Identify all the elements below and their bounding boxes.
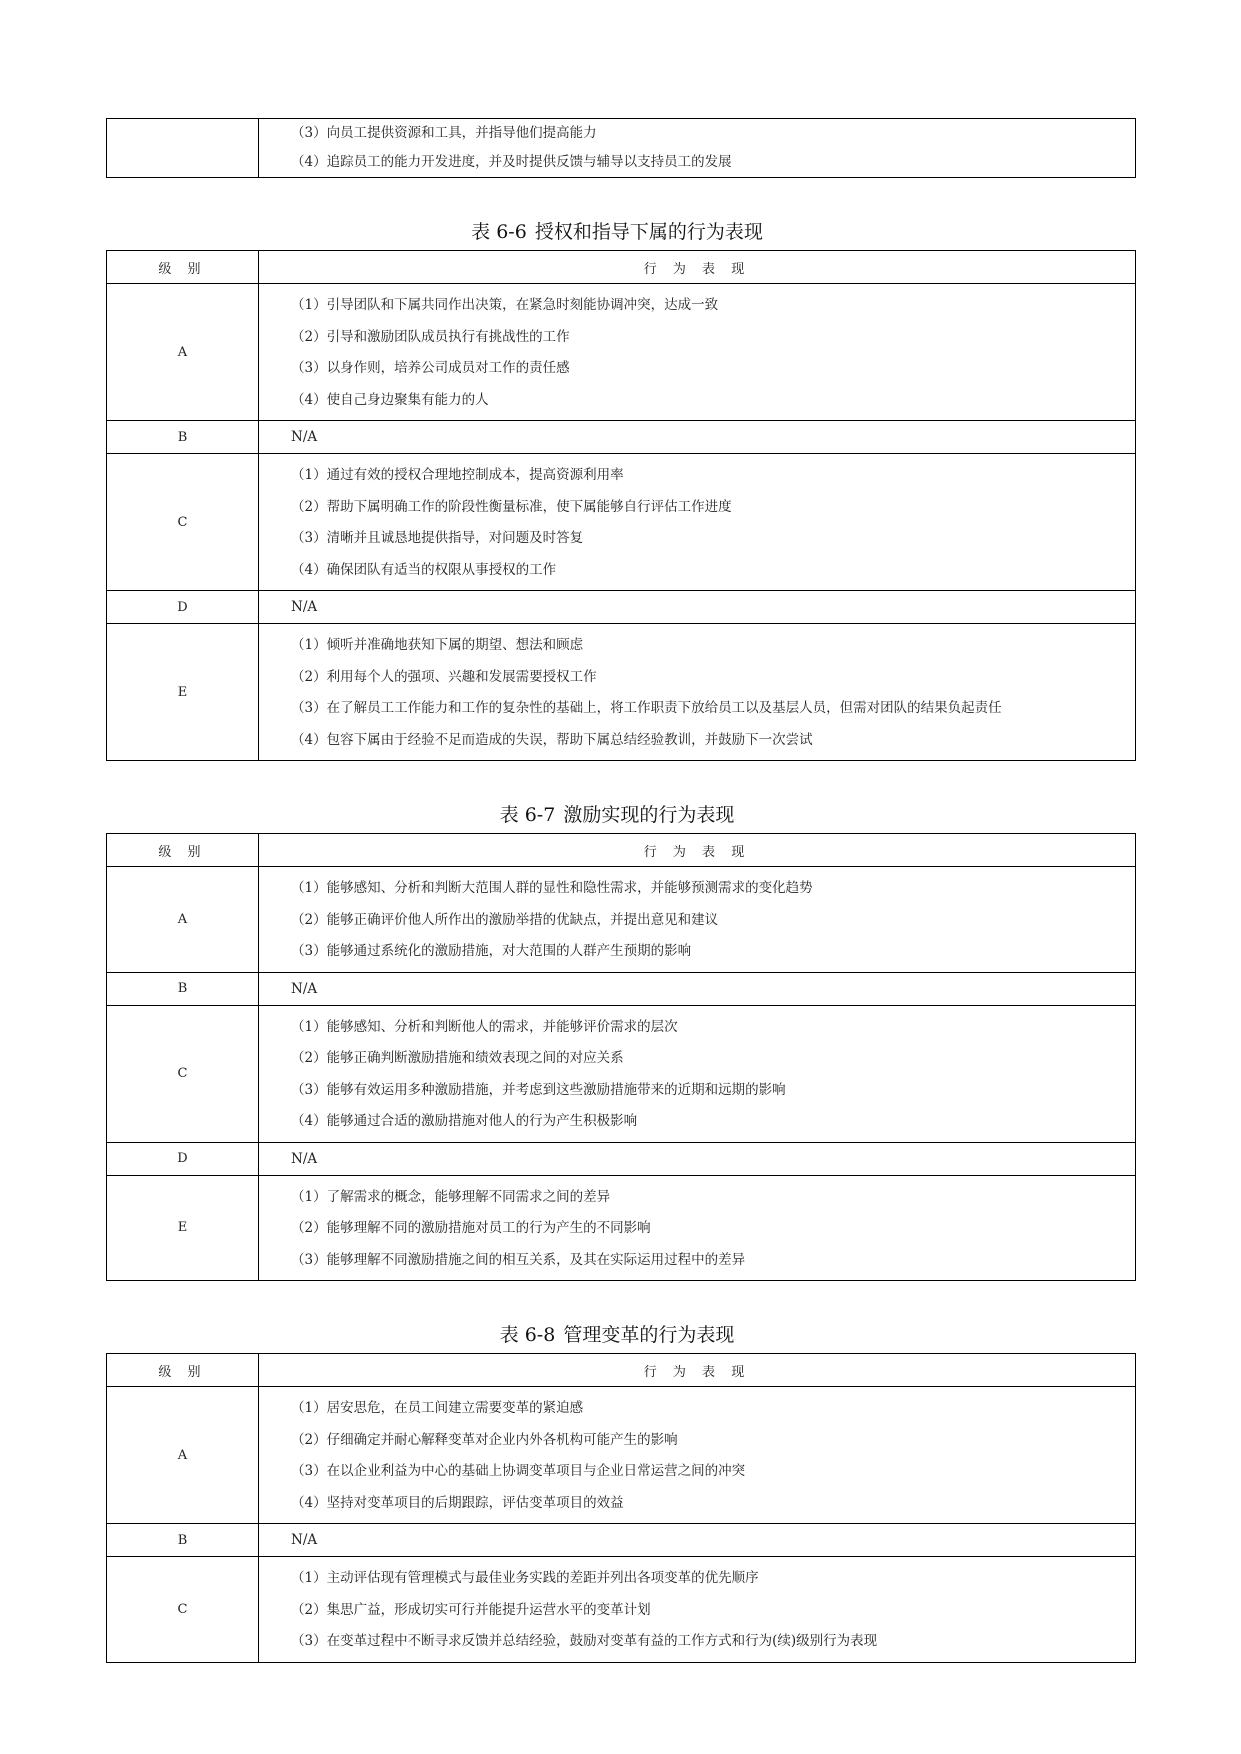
behavior-item: （3）在以企业利益为中心的基础上协调变革项目与企业日常运营之间的冲突 — [291, 1463, 746, 1479]
behavior-cell — [259, 1557, 1136, 1663]
caption-number: 表 6-7 — [499, 804, 556, 826]
behavior-item: （3）向员工提供资源和工具，并指导他们提高能力 — [291, 125, 597, 141]
behavior-item: （1）主动评估现有管理模式与最佳业务实践的差距并列出各项变革的优先顺序 — [291, 1570, 759, 1586]
level-cell — [107, 119, 259, 178]
behavior-item: （2）仔细确定并耐心解释变革对企业内外各机构可能产生的影响 — [291, 1431, 678, 1448]
behavior-item: （4）包容下属由于经验不足而造成的失误，帮助下属总结经验教训，并鼓励下一次尝试 — [291, 731, 813, 748]
behavior-item: （1）倾听并准确地获知下属的期望、想法和顾虑 — [291, 637, 584, 653]
behavior-item: （1）能够感知、分析和判断他人的需求，并能够评价需求的层次 — [291, 1018, 678, 1035]
behavior-cell — [259, 624, 1136, 761]
behavior-item: （1）引导团队和下属共同作出决策，在紧急时刻能协调冲突，达成一致 — [291, 297, 719, 313]
behavior-item: （2）集思广益，形成切实可行并能提升运营水平的变革计划 — [291, 1601, 651, 1618]
behavior-item: （1）通过有效的授权合理地控制成本，提高资源利用率 — [291, 467, 624, 483]
level-cell: B — [107, 421, 259, 454]
table-header-row — [107, 1354, 1136, 1387]
table-row — [107, 591, 1136, 624]
behavior-cell — [259, 867, 1136, 973]
table-row — [107, 1005, 1136, 1142]
table-header-row — [107, 251, 1136, 284]
level-cell: A — [107, 284, 259, 421]
header-behavior: 行 为 表 现 — [259, 1354, 1136, 1387]
caption-title: 激励实现的行为表现 — [563, 804, 735, 826]
level-cell: D — [107, 1142, 259, 1175]
table-6-8 — [106, 1353, 1136, 1663]
behavior-item: （1）了解需求的概念，能够理解不同需求之间的差异 — [291, 1188, 611, 1205]
table-row — [107, 119, 1136, 178]
table-row — [107, 1524, 1136, 1557]
table-caption — [106, 1317, 1136, 1353]
behavior-item: （2）引导和激励团队成员执行有挑战性的工作 — [291, 328, 570, 345]
level-cell: E — [107, 624, 259, 761]
behavior-item: （4）确保团队有适当的权限从事授权的工作 — [291, 561, 557, 578]
behavior-cell — [259, 1175, 1136, 1281]
header-level: 级 别 — [107, 834, 259, 867]
behavior-na: N/A — [259, 1524, 1136, 1557]
level-cell: A — [107, 867, 259, 973]
behavior-na: N/A — [259, 421, 1136, 454]
behavior-item: （1）能够感知、分析和判断大范围人群的显性和隐性需求，并能够预测需求的变化趋势 — [291, 880, 813, 896]
behavior-cell — [259, 284, 1136, 421]
behavior-item: （3）能够通过系统化的激励措施，对大范围的人群产生预期的影响 — [291, 943, 692, 959]
table-row — [107, 1387, 1136, 1524]
behavior-item: （3）清晰并且诚恳地提供指导，对问题及时答复 — [291, 530, 584, 546]
table-caption — [106, 797, 1136, 833]
behavior-item: （4）坚持对变革项目的后期跟踪，评估变革项目的效益 — [291, 1494, 624, 1511]
continuation-table — [106, 118, 1136, 178]
behavior-item: （3）在变革过程中不断寻求反馈并总结经验，鼓励对变革有益的工作方式和行为(续)级别行为表现 — [291, 1633, 878, 1649]
behavior-na: N/A — [259, 1142, 1136, 1175]
behavior-item: （4）能够通过合适的激励措施对他人的行为产生积极影响 — [291, 1113, 638, 1129]
table-row — [107, 284, 1136, 421]
behavior-item: （3）能够有效运用多种激励措施，并考虑到这些激励措施带来的近期和远期的影响 — [291, 1081, 786, 1098]
table-header-row — [107, 834, 1136, 867]
table-caption — [106, 214, 1136, 250]
caption-number: 表 6-6 — [471, 221, 527, 243]
header-behavior: 行 为 表 现 — [259, 251, 1136, 284]
header-level: 级 别 — [107, 251, 259, 284]
header-behavior: 行 为 表 现 — [259, 834, 1136, 867]
behavior-na: N/A — [259, 972, 1136, 1005]
caption-title: 管理变革的行为表现 — [563, 1324, 735, 1346]
behavior-na: N/A — [259, 591, 1136, 624]
table-6-7 — [106, 833, 1136, 1281]
table-row — [107, 1175, 1136, 1281]
header-level: 级 别 — [107, 1354, 259, 1387]
table-row — [107, 624, 1136, 761]
level-cell: E — [107, 1175, 259, 1281]
behavior-item: （2）能够正确判断激励措施和绩效表现之间的对应关系 — [291, 1050, 624, 1066]
behavior-item: （3）在了解员工工作能力和工作的复杂性的基础上，将工作职责下放给员工以及基层人员，但需对团队的结果负起责任 — [291, 700, 1002, 716]
behavior-cell — [259, 1387, 1136, 1524]
level-cell: B — [107, 972, 259, 1005]
behavior-item: （2）能够理解不同的激励措施对员工的行为产生的不同影响 — [291, 1220, 651, 1236]
level-cell: C — [107, 1557, 259, 1663]
behavior-item: （3）能够理解不同激励措施之间的相互关系，及其在实际运用过程中的差异 — [291, 1251, 746, 1268]
behavior-item: （2）利用每个人的强项、兴趣和发展需要授权工作 — [291, 668, 597, 685]
table-row — [107, 421, 1136, 454]
behavior-item: （1）居安思危，在员工间建立需要变革的紧迫感 — [291, 1400, 584, 1416]
document-page — [106, 118, 1136, 1663]
behavior-cell — [259, 1005, 1136, 1142]
behavior-cell — [259, 454, 1136, 591]
level-cell: B — [107, 1524, 259, 1557]
behavior-item: （4）使自己身边聚集有能力的人 — [291, 391, 489, 408]
table-row — [107, 867, 1136, 973]
table-row — [107, 454, 1136, 591]
table-row — [107, 972, 1136, 1005]
level-cell: D — [107, 591, 259, 624]
behavior-cell — [259, 119, 1136, 178]
table-6-6 — [106, 250, 1136, 761]
behavior-item: （2）帮助下属明确工作的阶段性衡量标准，使下属能够自行评估工作进度 — [291, 498, 732, 515]
behavior-item: （2）能够正确评价他人所作出的激励举措的优缺点，并提出意见和建议 — [291, 911, 719, 928]
table-row — [107, 1557, 1136, 1663]
level-cell: C — [107, 454, 259, 591]
table-row — [107, 1142, 1136, 1175]
caption-title: 授权和指导下属的行为表现 — [534, 221, 763, 243]
behavior-item: （4）追踪员工的能力开发进度，并及时提供反馈与辅导以支持员工的发展 — [291, 154, 732, 170]
caption-number: 表 6-8 — [499, 1324, 556, 1346]
level-cell: C — [107, 1005, 259, 1142]
level-cell: A — [107, 1387, 259, 1524]
behavior-item: （3）以身作则，培养公司成员对工作的责任感 — [291, 360, 570, 376]
